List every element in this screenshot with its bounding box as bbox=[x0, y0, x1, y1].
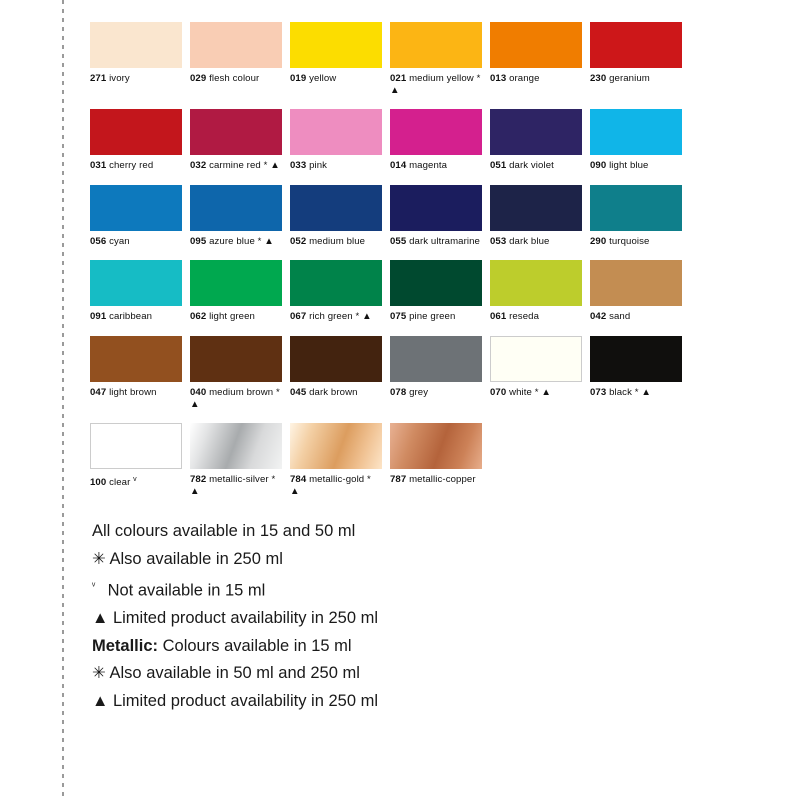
legend-symbol-icon: ▲ bbox=[92, 691, 109, 710]
swatch-name: light brown bbox=[109, 386, 157, 398]
swatch-label bbox=[390, 160, 482, 172]
swatch-cell bbox=[90, 109, 189, 172]
swatch-cell bbox=[390, 260, 489, 323]
swatch-code: 019 bbox=[290, 73, 307, 84]
swatch-cell bbox=[590, 22, 689, 96]
legend-note bbox=[92, 605, 692, 633]
legend-note-prefix: Metallic: bbox=[92, 636, 159, 655]
legend-note-text: Also available in 250 ml bbox=[109, 549, 283, 568]
swatch-name: flesh colour bbox=[209, 73, 260, 84]
legend-note-text: All colours available in 15 and 50 ml bbox=[92, 522, 356, 540]
swatch-cell bbox=[490, 336, 589, 410]
swatch-code: 070 bbox=[490, 386, 507, 398]
swatch-code: 021 bbox=[390, 73, 407, 84]
legend-symbol-icon: ᵛ bbox=[92, 581, 96, 592]
swatch-code: 091 bbox=[90, 311, 107, 323]
swatch-chip bbox=[90, 336, 182, 382]
swatch-chip bbox=[490, 336, 582, 382]
swatch-chip bbox=[90, 185, 182, 231]
swatch-name: caribbean bbox=[109, 311, 153, 323]
swatch-label bbox=[290, 236, 382, 248]
swatch-chip bbox=[390, 336, 482, 382]
swatch-cell bbox=[490, 22, 589, 96]
swatch-availability-marks: * ▲ bbox=[190, 386, 280, 410]
swatch-name: rich green bbox=[309, 311, 353, 323]
swatch-label bbox=[390, 236, 482, 248]
swatch-label bbox=[490, 311, 582, 323]
swatch-label bbox=[190, 474, 282, 497]
swatch-label bbox=[90, 387, 182, 399]
swatch-chip bbox=[590, 336, 682, 382]
swatch-name: sand bbox=[609, 311, 631, 323]
swatch-name: cyan bbox=[109, 235, 130, 247]
swatch-label bbox=[390, 311, 482, 323]
swatch-label bbox=[190, 311, 282, 323]
legend-note-text: Also available in 50 ml and 250 ml bbox=[109, 664, 360, 682]
swatch-code: 075 bbox=[390, 311, 407, 323]
swatch-label bbox=[390, 387, 482, 399]
swatch-name: orange bbox=[509, 73, 540, 84]
swatch-name: geranium bbox=[609, 73, 650, 84]
swatch-cell bbox=[390, 22, 489, 96]
swatch-label bbox=[290, 311, 382, 323]
swatch-code: 230 bbox=[590, 73, 607, 84]
legend-symbol-icon: ▲ bbox=[92, 609, 109, 627]
swatch-name: white bbox=[509, 386, 532, 398]
swatch-name: magenta bbox=[409, 160, 448, 172]
swatch-label bbox=[90, 73, 182, 85]
swatch-code: 045 bbox=[290, 386, 307, 398]
swatch-cell bbox=[90, 22, 189, 96]
swatch-cell bbox=[590, 336, 689, 410]
swatch-chip bbox=[390, 109, 482, 155]
legend-note bbox=[92, 688, 692, 716]
swatch-label bbox=[590, 160, 682, 172]
swatch-name: medium brown bbox=[209, 386, 274, 398]
swatch-code: 787 bbox=[390, 474, 407, 486]
swatch-code: 056 bbox=[90, 235, 107, 247]
swatch-code: 032 bbox=[190, 160, 207, 172]
swatch-availability-marks: * ▲ bbox=[190, 474, 276, 497]
legend-notes bbox=[92, 518, 692, 715]
swatch-chip bbox=[290, 22, 382, 68]
legend-symbol-icon: ✳ bbox=[92, 549, 106, 568]
swatch-name: dark violet bbox=[509, 160, 554, 172]
swatch-name: cherry red bbox=[109, 160, 154, 172]
swatch-cell bbox=[290, 22, 389, 96]
swatch-chip bbox=[390, 185, 482, 231]
swatch-cell bbox=[190, 423, 289, 497]
swatch-label bbox=[390, 474, 482, 486]
swatch-code: 090 bbox=[590, 160, 607, 172]
swatch-code: 033 bbox=[290, 160, 307, 172]
swatch-cell bbox=[590, 260, 689, 323]
swatch-cell bbox=[190, 336, 289, 410]
swatch-code: 013 bbox=[490, 73, 507, 84]
swatch-chip bbox=[290, 109, 382, 155]
swatch-cell bbox=[290, 336, 389, 410]
swatch-chip bbox=[90, 260, 182, 306]
swatch-label bbox=[190, 73, 282, 85]
swatch-chip bbox=[190, 185, 282, 231]
swatch-code: 029 bbox=[190, 73, 207, 84]
swatch-chip bbox=[190, 109, 282, 155]
swatch-cell bbox=[390, 185, 489, 248]
swatch-code: 095 bbox=[190, 235, 207, 247]
swatch-chip bbox=[590, 109, 682, 155]
swatch-label bbox=[90, 160, 182, 172]
swatch-label bbox=[590, 236, 682, 248]
swatch-cell bbox=[390, 336, 489, 410]
swatch-chip bbox=[290, 423, 382, 469]
swatch-availability-marks: * ▲ bbox=[290, 474, 371, 497]
swatch-code: 061 bbox=[490, 311, 507, 323]
swatch-chip bbox=[190, 260, 282, 306]
swatch-label bbox=[390, 73, 482, 96]
swatch-availability-marks: v bbox=[133, 476, 137, 484]
swatch-chip bbox=[190, 423, 282, 469]
swatch-chip bbox=[290, 185, 382, 231]
swatch-chip bbox=[490, 109, 582, 155]
swatch-code: 053 bbox=[490, 235, 507, 247]
legend-note-text: Limited product availability in 250 ml bbox=[112, 691, 378, 710]
legend-note bbox=[92, 518, 692, 546]
swatch-name: clear bbox=[109, 477, 131, 489]
swatch-name: dark ultramarine bbox=[409, 235, 480, 247]
swatch-cell bbox=[90, 185, 189, 248]
swatch-cell bbox=[90, 423, 189, 497]
swatch-chip bbox=[90, 423, 182, 469]
swatch-code: 051 bbox=[490, 160, 507, 172]
swatch-chip bbox=[590, 22, 682, 68]
swatch-cell bbox=[590, 109, 689, 172]
swatch-label bbox=[490, 73, 582, 85]
swatch-label bbox=[190, 387, 282, 410]
swatch-code: 014 bbox=[390, 160, 407, 172]
swatch-availability-marks: * ▲ bbox=[355, 311, 372, 323]
swatch-cell bbox=[90, 336, 189, 410]
swatch-label bbox=[490, 387, 582, 399]
swatch-chip bbox=[490, 260, 582, 306]
swatch-code: 047 bbox=[90, 386, 107, 398]
swatch-code: 784 bbox=[290, 474, 307, 486]
swatch-cell bbox=[490, 109, 589, 172]
swatch-name: light blue bbox=[609, 160, 649, 172]
swatch-label bbox=[290, 160, 382, 172]
swatch-name: yellow bbox=[309, 73, 337, 84]
swatch-label bbox=[90, 474, 182, 489]
swatch-cell bbox=[190, 185, 289, 248]
swatch-code: 073 bbox=[590, 386, 607, 398]
swatch-cell bbox=[290, 423, 389, 497]
swatch-cell bbox=[490, 260, 589, 323]
swatch-label bbox=[590, 311, 682, 323]
swatch-cell bbox=[290, 260, 389, 323]
swatch-label bbox=[90, 236, 182, 248]
swatch-name: carmine red bbox=[209, 160, 261, 172]
swatch-label bbox=[290, 387, 382, 399]
swatch-name: medium blue bbox=[309, 235, 366, 247]
swatch-name: medium yellow bbox=[409, 73, 474, 84]
swatch-code: 052 bbox=[290, 235, 307, 247]
swatch-label bbox=[290, 474, 382, 497]
swatch-chip bbox=[390, 260, 482, 306]
legend-note bbox=[92, 660, 692, 688]
swatch-name: metallic-silver bbox=[209, 474, 269, 486]
swatch-name: ivory bbox=[109, 73, 130, 84]
swatch-cell bbox=[190, 260, 289, 323]
swatch-code: 067 bbox=[290, 311, 307, 323]
swatch-chip bbox=[590, 185, 682, 231]
swatch-cell bbox=[290, 109, 389, 172]
swatch-grid bbox=[90, 22, 690, 510]
swatch-label bbox=[590, 387, 682, 399]
swatch-name: grey bbox=[409, 386, 429, 398]
swatch-chip bbox=[90, 109, 182, 155]
swatch-name: light green bbox=[209, 311, 255, 323]
legend-symbol-icon: ✳ bbox=[92, 664, 106, 682]
swatch-label bbox=[590, 73, 682, 85]
swatch-chip bbox=[490, 22, 582, 68]
swatch-code: 031 bbox=[90, 160, 107, 172]
legend-note bbox=[92, 633, 692, 661]
swatch-code: 055 bbox=[390, 235, 407, 247]
swatch-cell bbox=[90, 260, 189, 323]
swatch-chip bbox=[290, 260, 382, 306]
swatch-name: pink bbox=[309, 160, 328, 172]
legend-note-text: Limited product availability in 250 ml bbox=[112, 609, 378, 627]
swatch-cell bbox=[190, 22, 289, 96]
swatch-label bbox=[490, 236, 582, 248]
swatch-code: 271 bbox=[90, 73, 107, 84]
swatch-chip bbox=[290, 336, 382, 382]
swatch-name: black bbox=[609, 386, 632, 398]
swatch-name: dark brown bbox=[309, 386, 358, 398]
swatch-label bbox=[290, 73, 382, 85]
swatch-name: metallic-gold bbox=[309, 474, 365, 486]
swatch-cell bbox=[390, 423, 489, 497]
swatch-code: 078 bbox=[390, 386, 407, 398]
swatch-label bbox=[90, 311, 182, 323]
swatch-code: 290 bbox=[590, 235, 607, 247]
swatch-availability-marks: * ▲ bbox=[634, 386, 651, 398]
swatch-name: reseda bbox=[509, 311, 540, 323]
swatch-label bbox=[490, 160, 582, 172]
legend-note-text: Colours available in 15 ml bbox=[162, 636, 352, 655]
swatch-code: 042 bbox=[590, 311, 607, 323]
swatch-label bbox=[190, 160, 282, 172]
swatch-code: 062 bbox=[190, 311, 207, 323]
swatch-availability-marks: * ▲ bbox=[390, 73, 481, 96]
legend-note bbox=[92, 546, 692, 574]
swatch-chip bbox=[90, 22, 182, 68]
swatch-chip bbox=[390, 423, 482, 469]
swatch-chip bbox=[590, 260, 682, 306]
swatch-cell bbox=[290, 185, 389, 248]
swatch-chip bbox=[490, 185, 582, 231]
swatch-availability-marks: * ▲ bbox=[263, 160, 280, 172]
swatch-cell bbox=[390, 109, 489, 172]
swatch-chip bbox=[390, 22, 482, 68]
swatch-availability-marks: * ▲ bbox=[257, 235, 274, 247]
legend-note-text: Not available in 15 ml bbox=[107, 581, 266, 600]
swatch-cell bbox=[190, 109, 289, 172]
swatch-name: turquoise bbox=[609, 235, 650, 247]
legend-note bbox=[92, 573, 692, 605]
swatch-cell bbox=[590, 185, 689, 248]
perforation-line bbox=[62, 0, 64, 800]
swatch-name: dark blue bbox=[509, 235, 550, 247]
swatch-cell bbox=[490, 185, 589, 248]
swatch-code: 782 bbox=[190, 474, 207, 486]
swatch-availability-marks: * ▲ bbox=[534, 386, 551, 398]
swatch-name: azure blue bbox=[209, 235, 255, 247]
swatch-chip bbox=[190, 22, 282, 68]
swatch-name: pine green bbox=[409, 311, 456, 323]
swatch-label bbox=[190, 236, 282, 248]
swatch-code: 040 bbox=[190, 386, 207, 398]
swatch-code: 100 bbox=[90, 477, 107, 489]
swatch-name: metallic-copper bbox=[409, 474, 476, 486]
swatch-chip bbox=[190, 336, 282, 382]
